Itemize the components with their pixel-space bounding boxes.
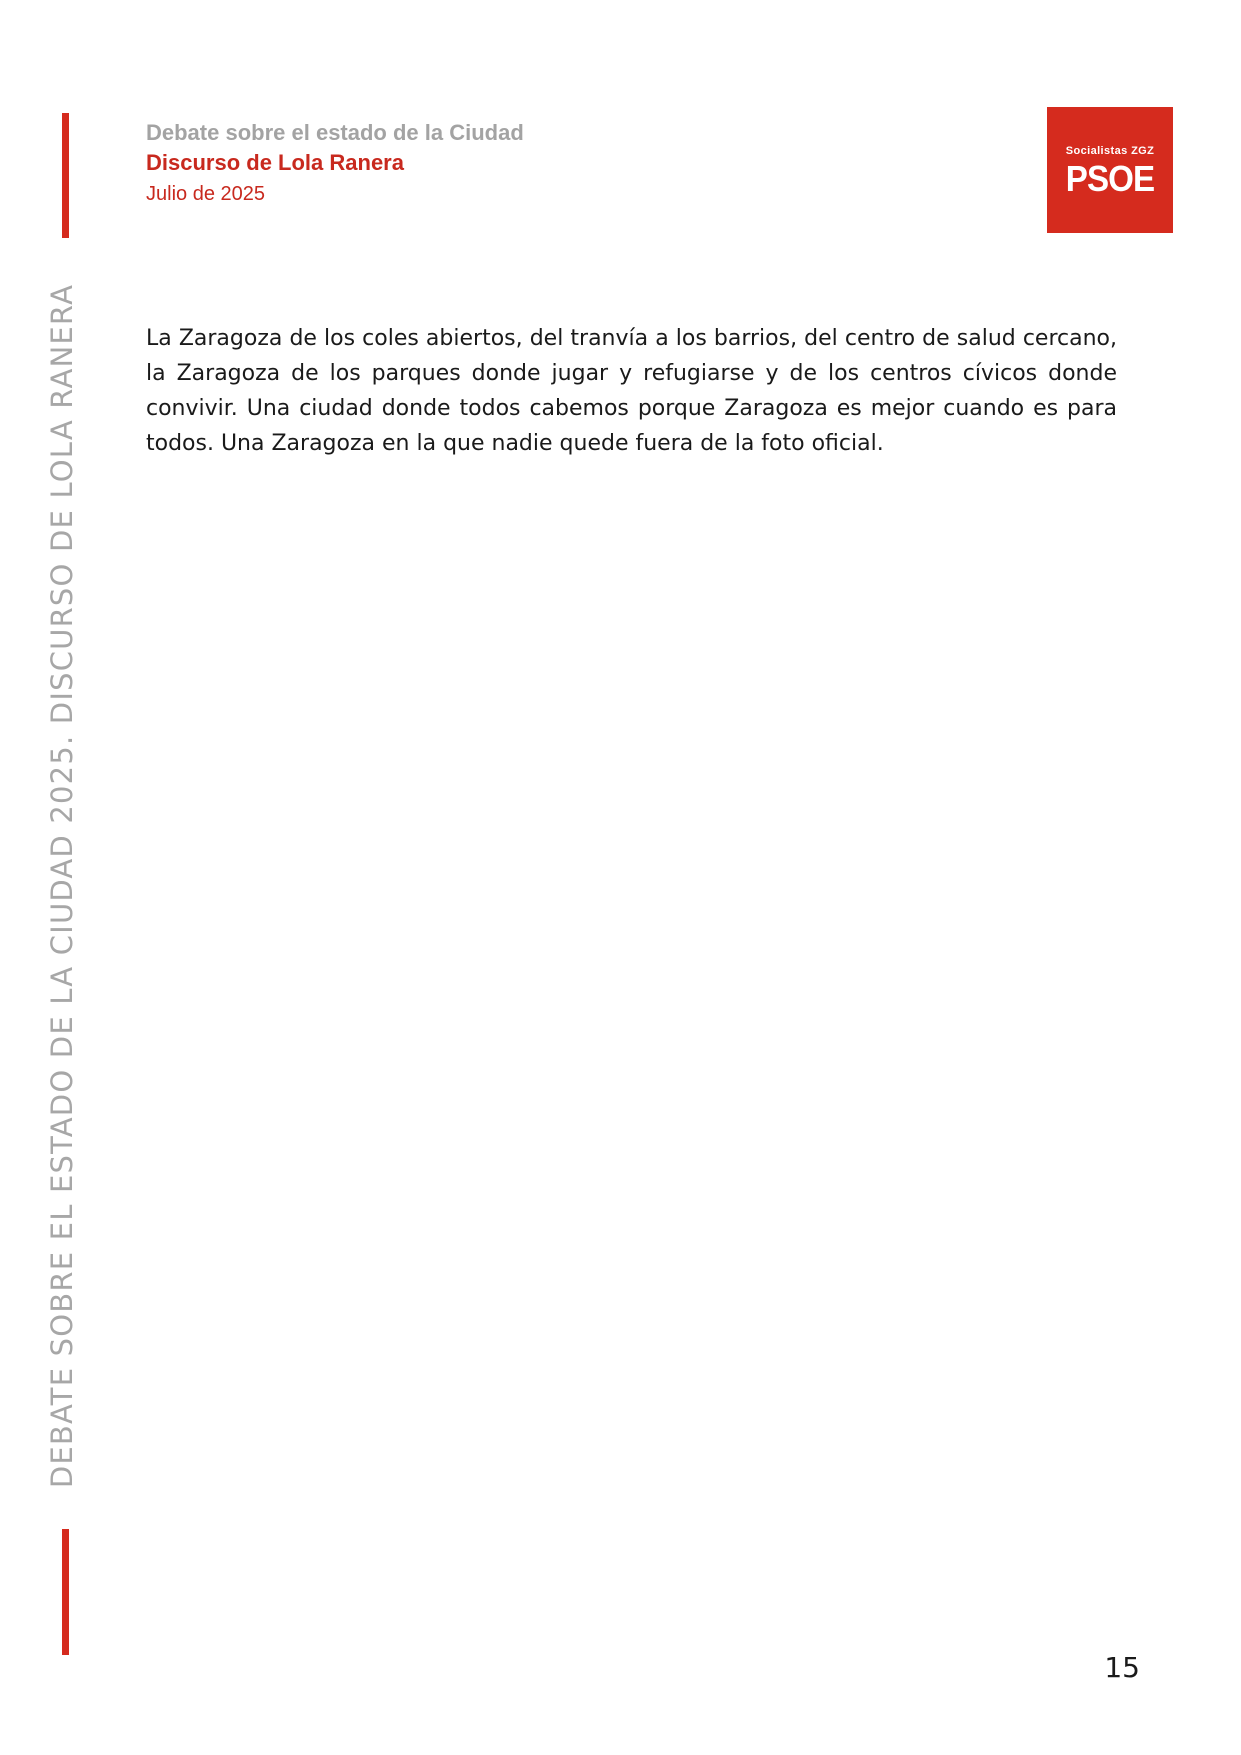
header-date: Julio de 2025 <box>146 183 265 205</box>
side-accent-bar-top <box>62 113 69 238</box>
side-accent-bar-bottom <box>62 1529 69 1655</box>
document-header <box>146 118 524 210</box>
logo-subtitle: Socialistas ZGZ <box>1065 145 1155 157</box>
body-paragraph: La Zaragoza de los coles abiertos, del tranvía a los barrios, del centro de salud cercano, la Zaragoza de los parques donde jugar y refugiarse y de los centros cívicos donde convivir. Una ciudad donde todos cabemos porque Zaragoza es mejor cuando es para todos. Una Zaragoza en la que nadie quede fuera de la foto oficial. <box>146 326 1117 456</box>
page-number: 15 <box>1104 1651 1140 1684</box>
side-document-title: DEBATE SOBRE EL ESTADO DE LA CIUDAD 2025. DISCURSO DE LOLA RANERA <box>45 283 79 1489</box>
logo-wordmark: PSOE <box>1065 158 1155 199</box>
header-event-title: Debate sobre el estado de la Ciudad <box>146 120 524 145</box>
psoe-logo <box>1047 107 1173 233</box>
header-speech-title: Discurso de Lola Ranera <box>146 150 404 175</box>
